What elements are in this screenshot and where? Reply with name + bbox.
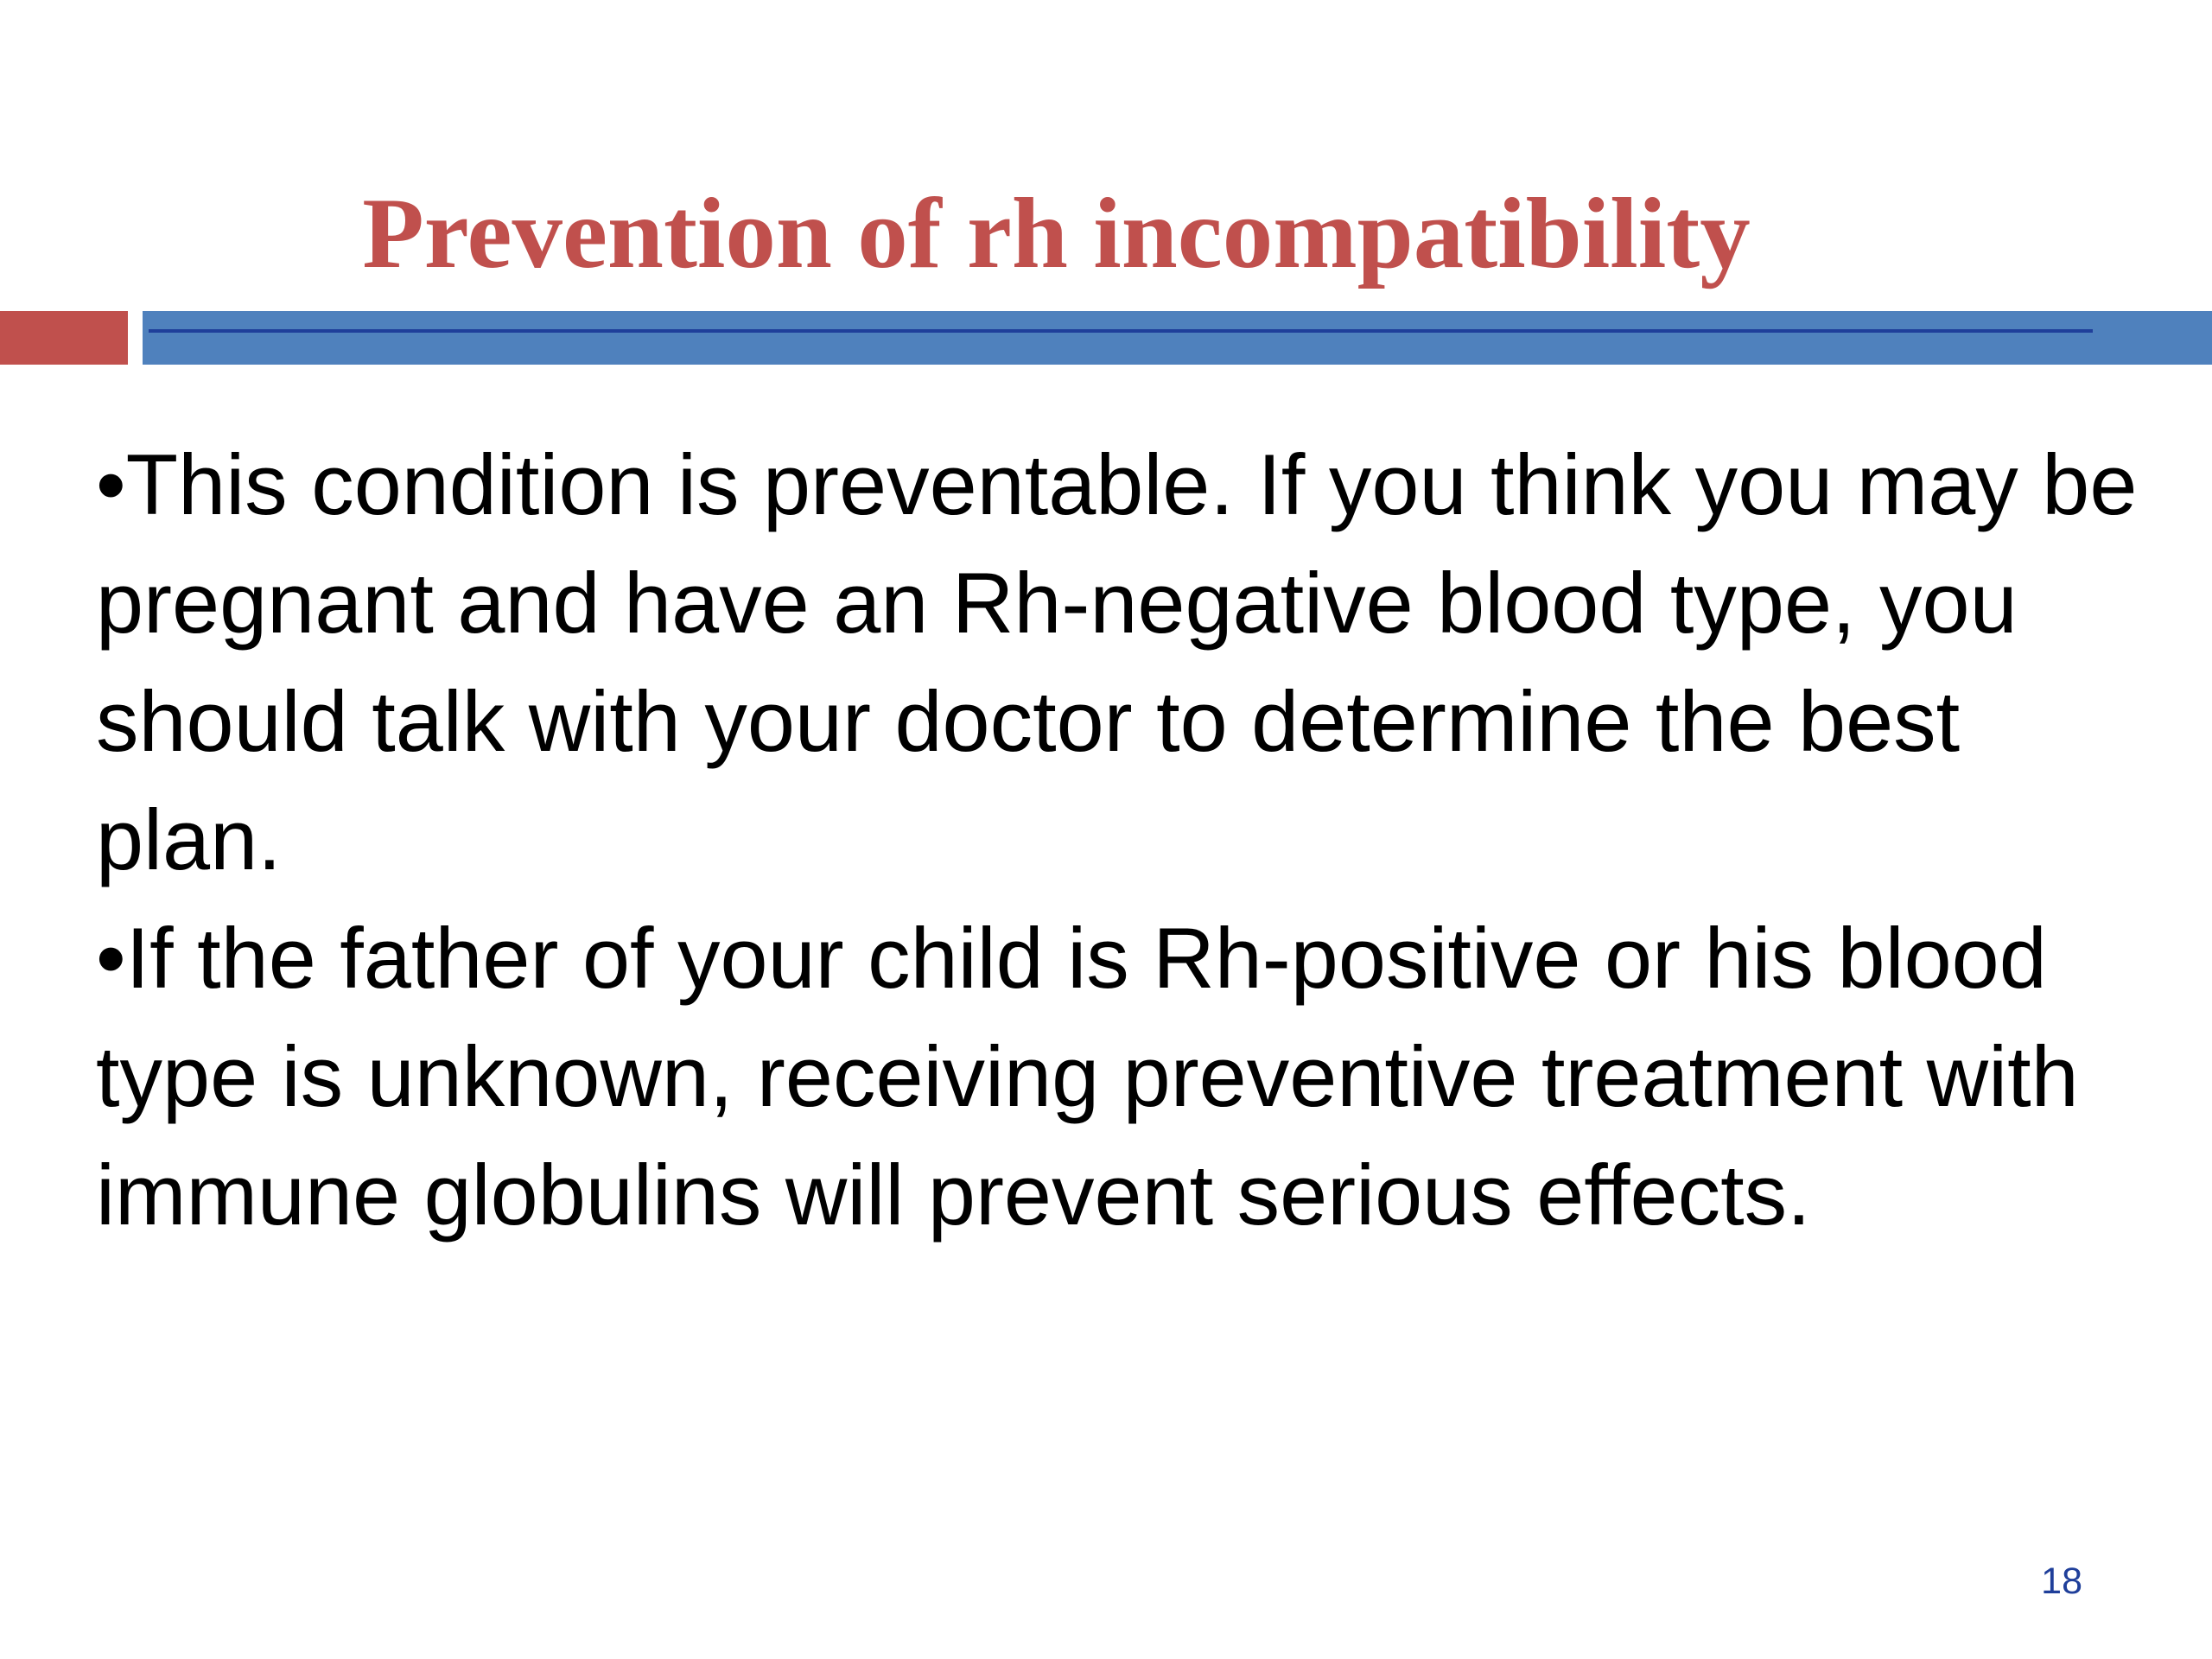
title-accent-red-bar — [0, 311, 128, 365]
slide-body — [96, 425, 2152, 1254]
bullet-item: •This condition is preventable. If you think you may be pregnant and have an Rh-negative blood type, you should talk with your doctor to determine the best plan. — [96, 436, 2138, 887]
slide-title: Prevention of rh incompatibility — [362, 178, 1751, 289]
title-accent-blue-bar — [143, 311, 2212, 365]
title-rule-line — [149, 329, 2093, 333]
page-number: 18 — [2041, 1560, 2082, 1602]
bullet-item: •If the father of your child is Rh-positive or his blood type is unknown, receiving preventive treatment with immune globulins will prevent serious effects. — [96, 910, 2079, 1243]
